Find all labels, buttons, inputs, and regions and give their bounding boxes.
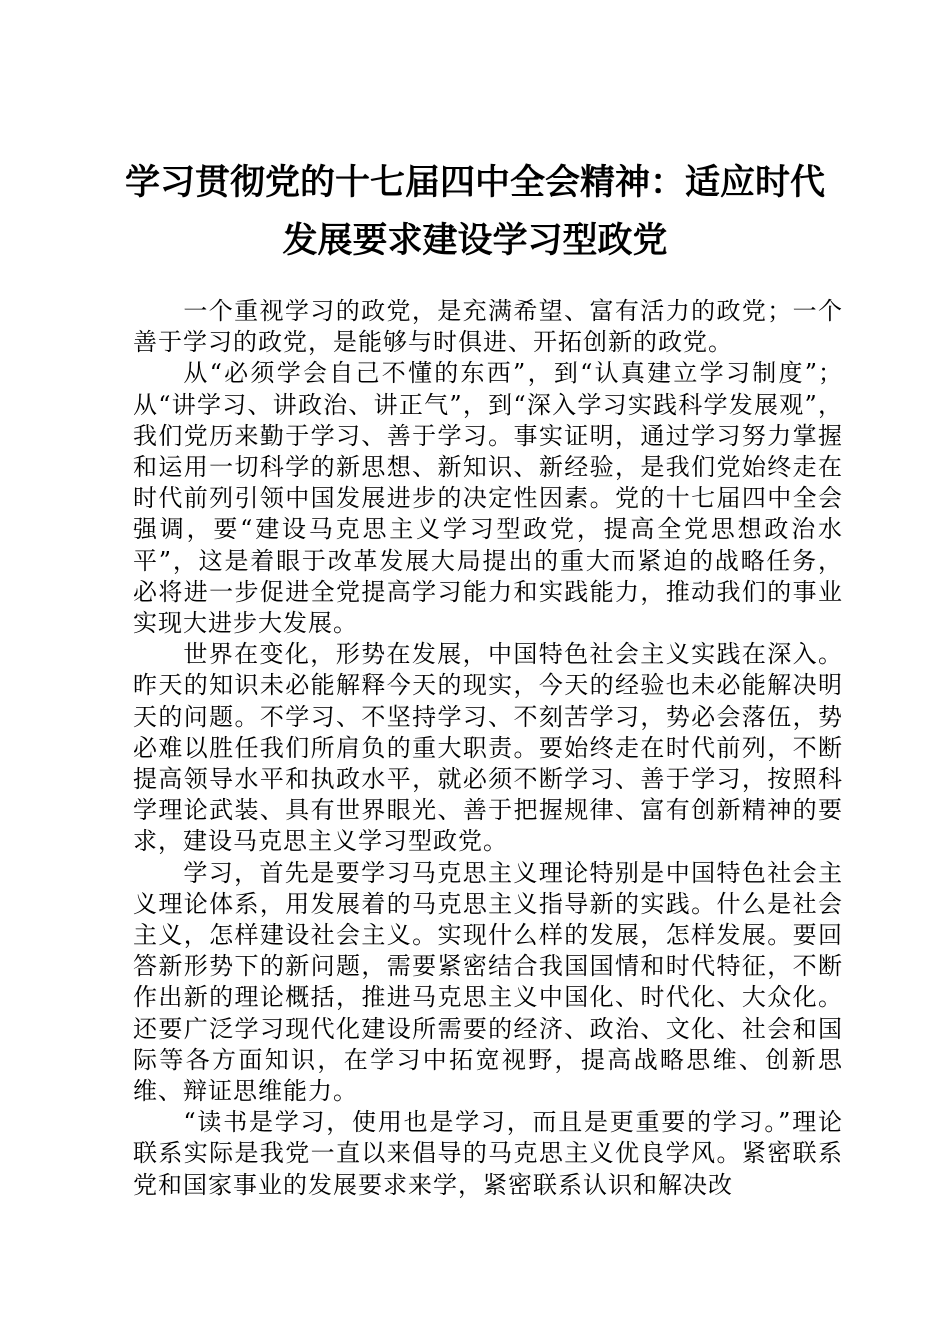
paragraph: “读书是学习，使用也是学习，而且是更重要的学习。”理论联系实际是我党一直以来倡导的马克思主义优良学风。紧密联系党和国家事业的发展要求来学，紧密联系认识和解决改 [133, 1108, 843, 1199]
paragraph: 一个重视学习的政党，是充满希望、富有活力的政党；一个善于学习的政党，是能够与时俱进、开拓创新的政党。 [133, 297, 843, 357]
document-body [133, 296, 843, 1201]
document-title-line-2: 发展要求建设学习型政党 [282, 221, 668, 261]
paragraph: 学习，首先是要学习马克思主义理论特别是中国特色社会主义理论体系，用发展着的马克思主义指导新的实践。什么是社会主义，怎样建设社会主义。实现什么样的发展，怎样发展。要回答新形势下的新问题，需要紧密结合我国国情和时代特征，不断作出新的理论概括，推进马克思主义中国化、时代化、大众化。还要广泛学习现代化建设所需要的经济、政治、文化、社会和国际等各方面知识，在学习中拓宽视野，提高战略思维、创新思维、辩证思维能力。 [133, 858, 843, 1106]
paragraph: 世界在变化，形势在发展，中国特色社会主义实践在深入。昨天的知识未必能解释今天的现实，今天的经验也未必能解决明天的问题。不学习、不坚持学习、不刻苦学习，势必会落伍，势必难以胜任我们所肩负的重大职责。要始终走在时代前列，不断提高领导水平和执政水平，就必须不断学习、善于学习，按照科学理论武装、具有世界眼光、善于把握规律、富有创新精神的要求，建设马克思主义学习型政党。 [133, 640, 843, 856]
document-title-line-1: 学习贯彻党的十七届四中全会精神：适应时代 [124, 163, 825, 203]
paragraph: 从“必须学会自己不懂的东西”，到“认真建立学习制度”；从“讲学习、讲政治、讲正气”，到“深入学习实践科学发展观”，我们党历来勤于学习、善于学习。事实证明，通过学习努力掌握和运用一切科学的新思想、新知识、新经验，是我们党始终走在时代前列引领中国发展进步的决定性因素。党的十七届四中全会强调，要“建设马克思主义学习型政党，提高全党思想政治水平”，这是着眼于改革发展大局提出的重大而紧迫的战略任务，必将进一步促进全党提高学习能力和实践能力，推动我们的事业实现大进步大发展。 [133, 359, 843, 638]
